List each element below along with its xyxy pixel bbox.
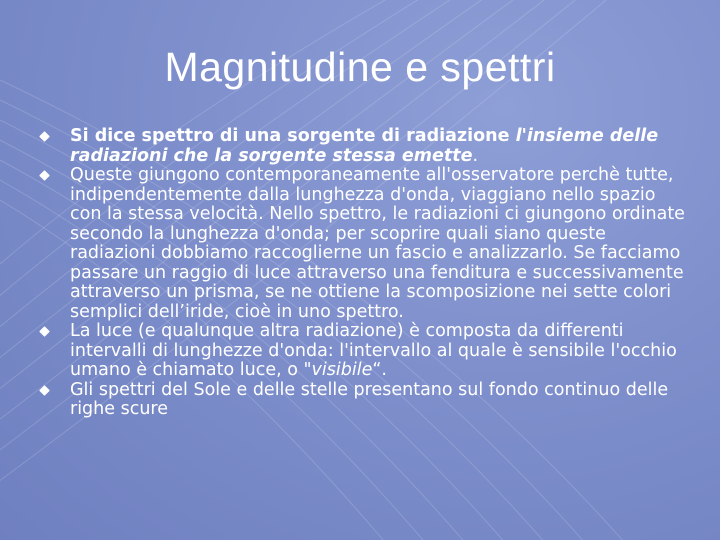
bullet-item xyxy=(40,166,690,322)
bullet-text: “. xyxy=(372,360,387,380)
bullet-emphasis: l'insieme delle radiazioni che la sorgente stessa emette xyxy=(70,126,659,166)
diamond-bullet-icon xyxy=(39,170,50,181)
bullet-item xyxy=(40,322,690,381)
bullet-text: La luce (e qualunque altra radiazione) è composta da differenti intervalli di lunghezze d'onda: l'intervallo al quale è sensibile l'occhio umano è chiamato luce, o " xyxy=(70,321,677,380)
slide-title: Magnitudine e spettri xyxy=(164,44,556,90)
diamond-bullet-icon xyxy=(39,131,50,142)
bullet-list xyxy=(40,127,690,420)
bullet-item xyxy=(40,381,690,420)
diamond-bullet-icon xyxy=(39,385,50,396)
bullet-text: Queste giungono contemporaneamente all'osservatore perchè tutte, indipendentemente dalla lunghezza d'onda, viaggiano nello spazio con la stessa velocità. Nello spettro, le radiazioni ci giungono ordinate secondo la lunghezza d'onda; per scoprire quali siano queste radiazioni dobbiamo raccoglierne un fascio e analizzarlo. Se facciamo passare un raggio di luce attraverso una fenditura e successivamente attraverso un prisma, se ne ottiene la scomposizione nei sette colori semplici dell’iride, cioè in uno spettro. xyxy=(70,165,685,322)
bullet-emphasis: visibile xyxy=(311,360,373,380)
bullet-text: Si dice spettro di una sorgente di radiazione xyxy=(70,126,516,146)
bullet-text: . xyxy=(472,145,479,166)
bullet-text: Gli spettri del Sole e delle stelle presentano sul fondo continuo delle righe scure xyxy=(70,379,669,419)
bullet-item xyxy=(40,127,690,166)
diamond-bullet-icon xyxy=(39,326,50,337)
